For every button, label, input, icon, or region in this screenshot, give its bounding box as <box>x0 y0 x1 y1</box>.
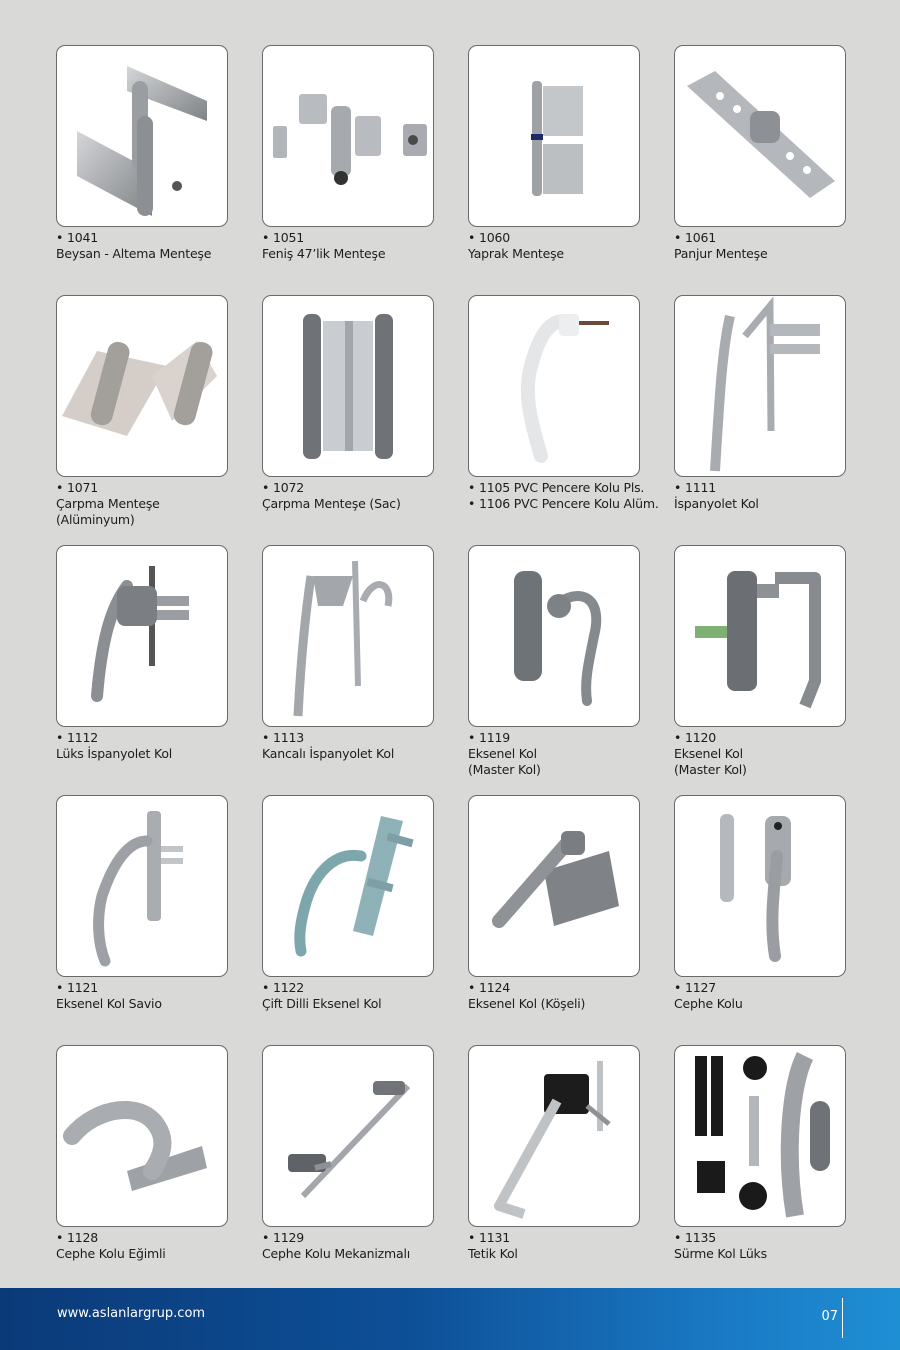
product-caption: • 1071 Çarpma Menteşe (Alüminyum) <box>56 480 160 527</box>
product-card <box>262 295 434 545</box>
axial-handle-square-icon <box>675 546 845 726</box>
shutter-hinge-icon <box>675 46 845 226</box>
product-caption: • 1113 Kancalı İspanyolet Kol <box>262 730 395 761</box>
product-card <box>262 545 434 795</box>
product-grid <box>56 45 846 1295</box>
product-card <box>262 795 434 1045</box>
product-caption: • 1041 Beysan - Altema Menteşe <box>56 230 212 261</box>
product-caption: • 1060 Yaprak Menteşe <box>468 230 564 261</box>
product-image-frame <box>56 295 228 477</box>
page-number: 07 <box>821 1309 838 1324</box>
product-card <box>674 45 846 295</box>
product-card <box>56 295 228 545</box>
product-card <box>468 795 640 1045</box>
product-image-frame <box>262 295 434 477</box>
product-image-frame <box>468 295 640 477</box>
product-image-frame <box>468 1045 640 1227</box>
sliding-handle-kit-icon <box>675 1046 845 1226</box>
product-caption: • 1124 Eksenel Kol (Köşeli) <box>468 980 586 1011</box>
product-card <box>56 1045 228 1295</box>
product-image-frame <box>468 795 640 977</box>
product-image-frame <box>674 795 846 977</box>
product-image-frame <box>262 1045 434 1227</box>
product-card <box>674 795 846 1045</box>
product-caption: • 1111 İspanyolet Kol <box>674 480 759 511</box>
product-image-frame <box>56 1045 228 1227</box>
product-image-frame <box>56 545 228 727</box>
angular-handle-icon <box>469 796 639 976</box>
product-card <box>468 295 659 545</box>
axial-handle-icon <box>469 546 639 726</box>
product-card <box>674 1045 846 1295</box>
product-caption: • 1129 Cephe Kolu Mekanizmalı <box>262 1230 411 1261</box>
curved-facade-handle-icon <box>57 1046 227 1226</box>
product-caption: • 1119 Eksenel Kol (Master Kol) <box>468 730 541 777</box>
product-image-frame <box>262 795 434 977</box>
product-image-frame <box>56 795 228 977</box>
spring-hinge-icon <box>263 296 433 476</box>
product-image-frame <box>468 545 640 727</box>
hook-espagnolette-handle-icon <box>263 546 433 726</box>
product-caption: • 1135 Sürme Kol Lüks <box>674 1230 767 1261</box>
footer-bar <box>0 1288 900 1350</box>
double-tongue-handle-icon <box>263 796 433 976</box>
product-image-frame <box>262 45 434 227</box>
leaf-hinge-icon <box>469 46 639 226</box>
footer-divider <box>842 1298 843 1338</box>
product-image-frame <box>262 545 434 727</box>
lux-espagnolette-handle-icon <box>57 546 227 726</box>
product-caption: • 1122 Çift Dilli Eksenel Kol <box>262 980 382 1011</box>
product-caption: • 1072 Çarpma Menteşe (Sac) <box>262 480 401 511</box>
product-image-frame <box>674 295 846 477</box>
product-card <box>468 45 640 295</box>
flag-hinge-set-icon <box>263 46 433 226</box>
trigger-handle-icon <box>469 1046 639 1226</box>
espagnolette-handle-icon <box>675 296 845 476</box>
product-caption: • 1051 Feniş 47’lik Menteşe <box>262 230 386 261</box>
product-card <box>468 1045 640 1295</box>
product-card <box>56 545 228 795</box>
mechanism-rod-icon <box>263 1046 433 1226</box>
product-image-frame <box>468 45 640 227</box>
product-card <box>262 1045 434 1295</box>
website-link[interactable]: www.aslanlargrup.com <box>57 1306 206 1321</box>
product-card <box>674 295 846 545</box>
facade-handle-icon <box>675 796 845 976</box>
product-card <box>262 45 434 295</box>
product-caption: • 1112 Lüks İspanyolet Kol <box>56 730 173 761</box>
product-caption: • 1127 Cephe Kolu <box>674 980 743 1011</box>
savio-handle-icon <box>57 796 227 976</box>
product-image-frame <box>674 545 846 727</box>
product-caption: • 1061 Panjur Menteşe <box>674 230 768 261</box>
product-card <box>674 545 846 795</box>
pvc-window-handle-icon <box>469 296 639 476</box>
double-action-hinge-icon <box>57 296 227 476</box>
product-caption: • 1121 Eksenel Kol Savio <box>56 980 162 1011</box>
product-image-frame <box>674 45 846 227</box>
lift-off-hinge-icon <box>57 46 227 226</box>
product-image-frame <box>674 1045 846 1227</box>
product-caption: • 1120 Eksenel Kol (Master Kol) <box>674 730 747 777</box>
product-caption: • 1105 PVC Pencere Kolu Pls. • 1106 PVC Pencere Kolu Alüm. <box>468 480 659 511</box>
product-card <box>468 545 640 795</box>
product-caption: • 1131 Tetik Kol <box>468 1230 518 1261</box>
product-card <box>56 795 228 1045</box>
product-card <box>56 45 228 295</box>
product-caption: • 1128 Cephe Kolu Eğimli <box>56 1230 166 1261</box>
product-image-frame <box>56 45 228 227</box>
